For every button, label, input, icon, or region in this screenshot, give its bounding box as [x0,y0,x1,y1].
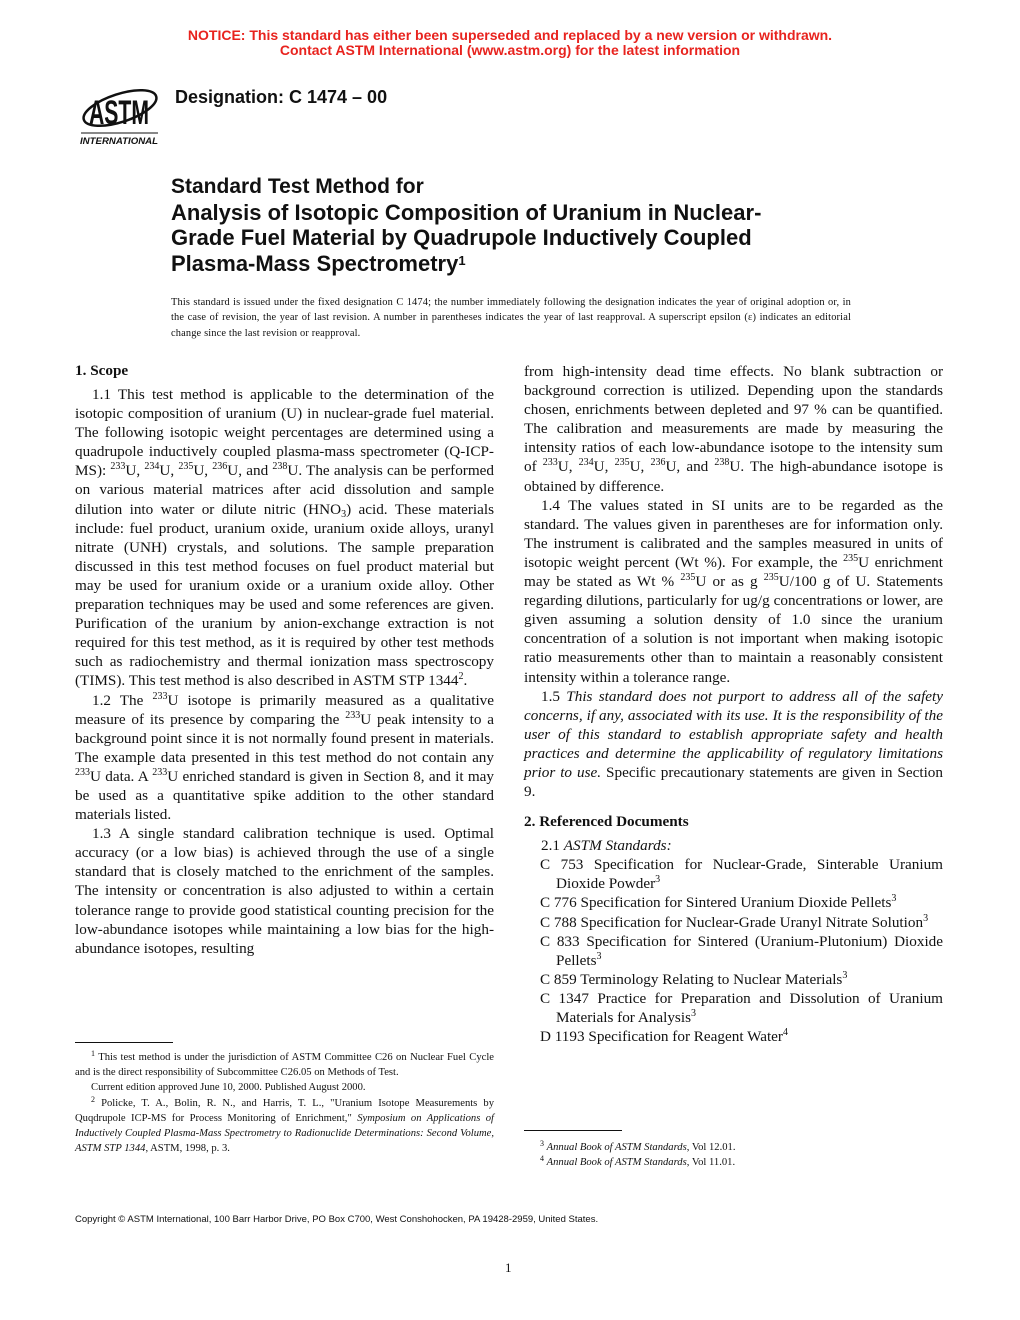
superscript: 233 [542,457,558,469]
text-run: U, [629,458,651,476]
referenced-document [540,989,943,1027]
superscript: 235 [614,457,630,469]
superscript: 236 [650,457,666,469]
text-run: Current edition approved June 10, 2000. Published August 2000. [91,1082,366,1094]
footnotes-left [75,1050,494,1156]
footnotes-right [524,1140,943,1170]
text-run: U, [557,458,579,476]
italic-text: Symposium on Applications of Inductively Coupled Plasma-Mass Spectrometry to Radionuclide Determinations: Second Volume, ASTM STP 1344 [75,1112,494,1155]
referenced-document [540,970,943,989]
withdrawal-notice-line1: NOTICE: This standard has either been superseded and replaced by a new version or withdrawn. [187,27,833,43]
paragraph [524,496,943,687]
italic-text: This standard does not purport to address all of the safety concerns, if any, associated with its use. It is the responsibility of the user of this standard to establish appropriate safety and health practices and determine the applicability of regulatory limitations prior to use. [524,687,943,781]
superscript: 1 [91,1049,95,1058]
referenced-document [540,932,943,970]
withdrawal-notice-line2: Contact ASTM International (www.astm.org) for the latest information [279,42,741,58]
superscript: 235 [680,572,696,584]
document-title [171,174,761,276]
text-run: C 788 Specification for Nuclear-Grade Uranyl Nitrate Solution [540,913,924,931]
text-run: . [463,672,468,690]
text-run: This test method is under the jurisdiction of ASTM Committee C26 on Nuclear Fuel Cycle and is the direct responsibility of Subcommittee C26.05 on Methods of Test. [75,1052,494,1079]
right-column [524,362,943,1046]
referenced-document [540,855,943,893]
text-run: 1.2 The [92,691,153,709]
paragraph [75,385,494,691]
referenced-document [540,893,943,912]
text-run: C 753 Specification for Nuclear-Grade, Sinterable Uranium Dioxide Powder [540,856,943,893]
title-line: Analysis of Isotopic Composition of Uranium in Nuclear- [171,199,762,225]
svg-text:ASTM: ASTM [89,94,149,132]
text-run: 1.1 This test method is applicable to the determination of the isotopic composition of uranium (U) in nuclear-grade fuel material. The following isotopic weight percentages are determined using a quadrupole inductively coupled plasma-mass spectrometer (Q-ICP-MS): [75,386,494,480]
footnote-divider [75,1042,173,1043]
astm-logo [78,78,160,148]
referenced-document [540,913,943,932]
superscript: 234 [144,461,160,473]
text-run: U/100 g of U. Statements regarding dilutions, particularly for ug/g concentrations or lower, are given assuming a solution density of 1.0 since the uranium concentration of a solution is not important when making isotopic ratio measurements other than to maintain a reasonably consistent intensity within a tolerance range. [524,573,943,686]
text-run: 1.4 The values stated in SI units are to be regarded as the standard. The values given in parentheses are for information only. The instrument is calibrated and the samples measured in units of isotopic weight percent (Wt %). For example, the [524,496,943,571]
text-run: from high-intensity dead time effects. No blank subtraction or background correction is utilized. Depending upon the standards chosen, enrichments between depleted and 97 % can be quantified. The calibration and measurements are made by measuring the intensity ratios of each low-abundance isotope to the intensity sum of [524,363,943,476]
footnote [75,1080,494,1095]
svg-text:INTERNATIONAL: INTERNATIONAL [80,136,158,146]
text-run: 1.3 A single standard calibration technique is used. Optimal accuracy (or a low bias) is achieved through the use of a single standard that is closely matched to the enrichment of the samples. The intensity or concentration is also adjusted to within a certain tolerance range to provide good statistical counting precision for the low-abundance isotopes while maintaining a low bias for the high-abundance isotopes, resulting [75,825,494,957]
paragraph [524,687,943,802]
left-column [75,362,494,958]
footnote [75,1096,494,1157]
superscript: 233 [75,766,90,778]
text-run: , Vol 12.01. [686,1142,736,1153]
superscript: 3 [540,1139,544,1148]
superscript: 235 [178,461,194,473]
title-footnote-ref[interactable]: 1 [458,252,466,268]
superscript: 233 [110,461,126,473]
superscript: 233 [345,709,361,721]
text-run: U, and [227,462,273,480]
text-run: U enrichment may be stated as Wt % [524,553,943,591]
text-run: ) acid. These materials include: fuel product, uranium oxide, uranium oxide alloys, uranyl nitrate (UNH) crystals, and solutions. The sample preparation discussed in this test method focuses on fuel product material but may be used for uranium oxide or a uranium oxide alloy. Other preparation techniques may be used and some references are given. Purification of the uranium by anion-exchange extraction is not required for this test method, as it is required by other test methods such as radiochemistry and thermal ionization mass spectroscopy (TIMS). This test method is also described in ASTM STP 1344 [75,500,494,690]
text-run: U. The analysis can be performed on various material matrices after acid dissolution and sample dilution into water or dilute nitric (HNO [75,462,494,518]
superscript: 3 [923,912,929,924]
section-heading [524,813,943,831]
text-run: U isotope is primarily measured as a qualitative measure of its presence by comparing the [75,691,494,728]
superscript: 3 [842,969,848,981]
text-run: U, [593,458,615,476]
footnote [524,1155,943,1170]
footnote [524,1140,943,1155]
text-run: 2. Referenced Documents [524,813,689,831]
title-line: Standard Test Method for [171,175,424,198]
text-run: U, and [665,458,715,476]
superscript: 233 [152,690,168,702]
text-run: 1. Scope [75,362,129,379]
text-run: U, [159,462,179,480]
superscript: 238 [272,461,288,473]
italic-text: ASTM Standards: [563,837,672,855]
superscript: 3 [891,893,897,905]
referenced-document [540,1027,943,1046]
superscript: 4 [540,1154,544,1164]
superscript: 3 [596,950,602,962]
text-run: U, [125,462,145,480]
issued-note: This standard is issued under the fixed designation C 1474; the number immediately following the designation indicates the year of original adoption or, in the case of revision, the year of last revision. A number in parentheses indicates the year of last reapproval. A superscript epsilon (ε) indicates an editorial change since the last revision or reapproval. [171,297,851,339]
title-line: Plasma-Mass Spectrometry [171,250,459,276]
text-run: C 833 Specification for Sintered (Uranium-Plutonium) Dioxide Pellets [540,932,943,969]
superscript: 233 [152,766,168,778]
text-run: U enriched standard is given in Section 8, and it may be used as a quantitative spike addition to the other standard materials listed. [75,767,494,824]
section-heading [75,362,494,380]
text-run: 1.5 [541,687,567,705]
text-run: C 1347 Practice for Preparation and Dissolution of Uranium Materials for Analysis [540,989,943,1026]
designation: Designation: C 1474 – 00 [175,87,388,107]
superscript: 235 [843,552,859,564]
title-line: Grade Fuel Material by Quadrupole Inductively Coupled [171,225,752,250]
text-run: D 1193 Specification for Reagent Water [540,1028,783,1046]
text-run: 2.1 [541,837,564,855]
footnote-divider [524,1130,622,1131]
text-run: U data. A [90,767,153,785]
text-run: C 859 Terminology Relating to Nuclear Materials [540,970,843,988]
footnote [75,1050,494,1080]
text-run: U. The high-abundance isotope is obtained by difference. [524,458,943,495]
text-run: U or as g [695,573,764,591]
superscript: 236 [212,461,228,473]
paragraph [524,836,943,855]
superscript: 234 [578,457,594,469]
superscript: 3 [690,1008,696,1019]
text-run: C 776 Specification for Sintered Uranium Dioxide Pellets [540,894,892,912]
copyright: Copyright © ASTM International, 100 Barr Harbor Drive, PO Box C700, West Conshohocken, PA 19428-2959, United States. [75,1214,599,1225]
text-run: Specific precautionary statements are given in Section 9. [524,763,943,801]
text-run: Policke, T. A., Bolin, R. N., and Harris, T. L., "Uranium Isotope Measurements by Quqdrupole ICP-MS for Process Monitoring of Enrichment," [75,1097,494,1124]
text-run: , ASTM, 1998, p. 3. [145,1143,230,1155]
superscript: 2 [458,671,464,683]
superscript: 4 [782,1027,788,1039]
superscript: 2 [91,1094,95,1104]
superscript: 238 [714,457,730,469]
paragraph [75,691,494,825]
superscript: 235 [763,572,779,584]
text-run: U peak intensity to a background point since it is not normally found present in materials. The example data presented in this test method do not contain any [75,710,494,766]
paragraph [75,824,494,958]
text-run: , Vol 11.01. [686,1157,736,1169]
italic-text: Annual Book of ASTM Standards [546,1157,687,1169]
italic-text: Annual Book of ASTM Standards [546,1142,687,1153]
subscript: 3 [341,508,347,520]
text-run: U, [193,462,213,480]
superscript: 3 [655,874,661,886]
paragraph [524,362,943,496]
page-number: 1 [505,1260,512,1275]
